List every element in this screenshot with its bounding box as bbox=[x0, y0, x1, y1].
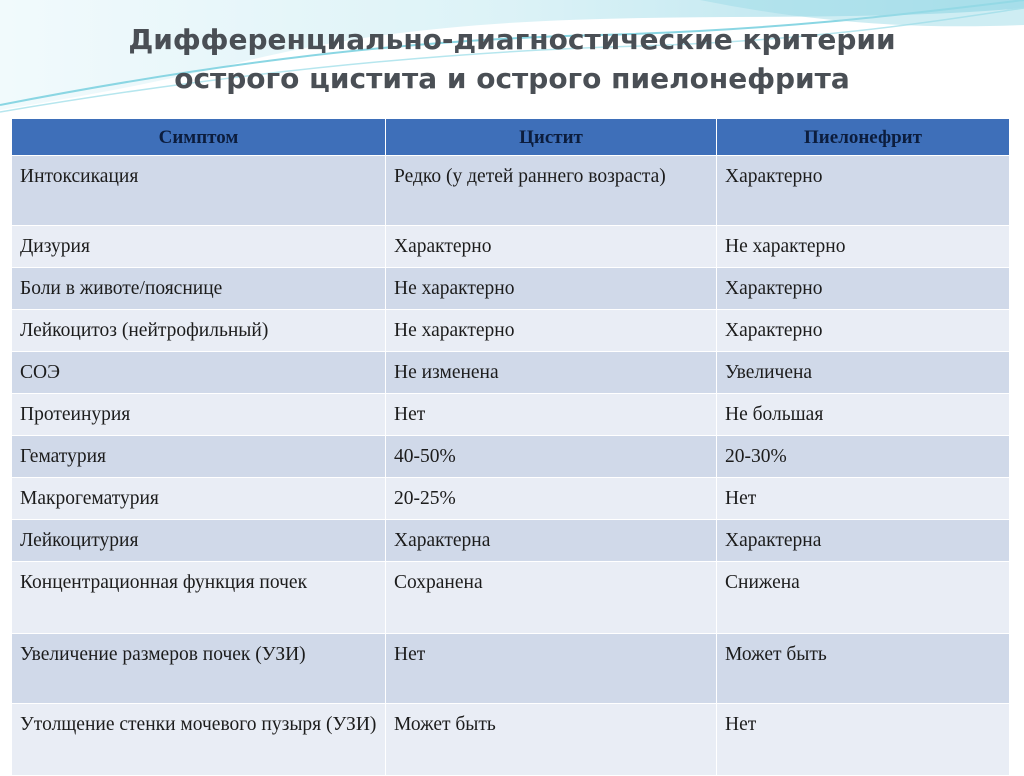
cell-cystitis: 40-50% bbox=[386, 436, 717, 478]
cell-symptom: Интоксикация bbox=[12, 156, 386, 226]
cell-pyelonephritis: Характерна bbox=[717, 520, 1010, 562]
cell-pyelonephritis: Снижена bbox=[717, 562, 1010, 634]
cell-pyelonephritis: Увеличена bbox=[717, 352, 1010, 394]
cell-symptom: Протеинурия bbox=[12, 394, 386, 436]
table-row bbox=[12, 704, 1010, 776]
table-header-row bbox=[12, 119, 1010, 156]
table-row bbox=[12, 226, 1010, 268]
table-row bbox=[12, 352, 1010, 394]
cell-cystitis: Сохранена bbox=[386, 562, 717, 634]
cell-pyelonephritis: Может быть bbox=[717, 634, 1010, 704]
table-row bbox=[12, 634, 1010, 704]
cell-cystitis: Не изменена bbox=[386, 352, 717, 394]
cell-pyelonephritis: 20-30% bbox=[717, 436, 1010, 478]
cell-pyelonephritis: Характерно bbox=[717, 310, 1010, 352]
table-row bbox=[12, 520, 1010, 562]
table-row bbox=[12, 562, 1010, 634]
slide-title bbox=[0, 20, 1024, 98]
cell-symptom: Увеличение размеров почек (УЗИ) bbox=[12, 634, 386, 704]
cell-symptom: Гематурия bbox=[12, 436, 386, 478]
cell-symptom: Макрогематурия bbox=[12, 478, 386, 520]
cell-cystitis: Нет bbox=[386, 394, 717, 436]
table-row bbox=[12, 394, 1010, 436]
cell-pyelonephritis: Не большая bbox=[717, 394, 1010, 436]
cell-pyelonephritis: Характерно bbox=[717, 156, 1010, 226]
cell-cystitis: Нет bbox=[386, 634, 717, 704]
cell-cystitis: Может быть bbox=[386, 704, 717, 776]
slide-title-line-1: Дифференциально-диагностические критерии bbox=[128, 23, 896, 56]
cell-symptom: Дизурия bbox=[12, 226, 386, 268]
table-row bbox=[12, 436, 1010, 478]
table-row bbox=[12, 310, 1010, 352]
column-header-symptom: Симптом bbox=[12, 119, 386, 156]
cell-symptom: Концентрационная функция почек bbox=[12, 562, 386, 634]
criteria-table bbox=[11, 118, 1010, 776]
column-header-cystitis: Цистит bbox=[386, 119, 717, 156]
table-row bbox=[12, 478, 1010, 520]
cell-symptom: Боли в животе/пояснице bbox=[12, 268, 386, 310]
column-header-pyelonephritis: Пиелонефрит bbox=[717, 119, 1010, 156]
cell-pyelonephritis: Нет bbox=[717, 704, 1010, 776]
cell-cystitis: 20-25% bbox=[386, 478, 717, 520]
table-row bbox=[12, 268, 1010, 310]
cell-symptom: Лейкоцитоз (нейтрофильный) bbox=[12, 310, 386, 352]
slide-title-line-2: острого цистита и острого пиелонефрита bbox=[174, 62, 850, 95]
cell-symptom: СОЭ bbox=[12, 352, 386, 394]
cell-cystitis: Не характерно bbox=[386, 310, 717, 352]
cell-cystitis: Характерна bbox=[386, 520, 717, 562]
cell-symptom: Утолщение стенки мочевого пузыря (УЗИ) bbox=[12, 704, 386, 776]
cell-pyelonephritis: Не характерно bbox=[717, 226, 1010, 268]
cell-cystitis: Не характерно bbox=[386, 268, 717, 310]
cell-pyelonephritis: Нет bbox=[717, 478, 1010, 520]
table-row bbox=[12, 156, 1010, 226]
cell-cystitis: Характерно bbox=[386, 226, 717, 268]
cell-cystitis: Редко (у детей раннего возраста) bbox=[386, 156, 717, 226]
cell-pyelonephritis: Характерно bbox=[717, 268, 1010, 310]
cell-symptom: Лейкоцитурия bbox=[12, 520, 386, 562]
